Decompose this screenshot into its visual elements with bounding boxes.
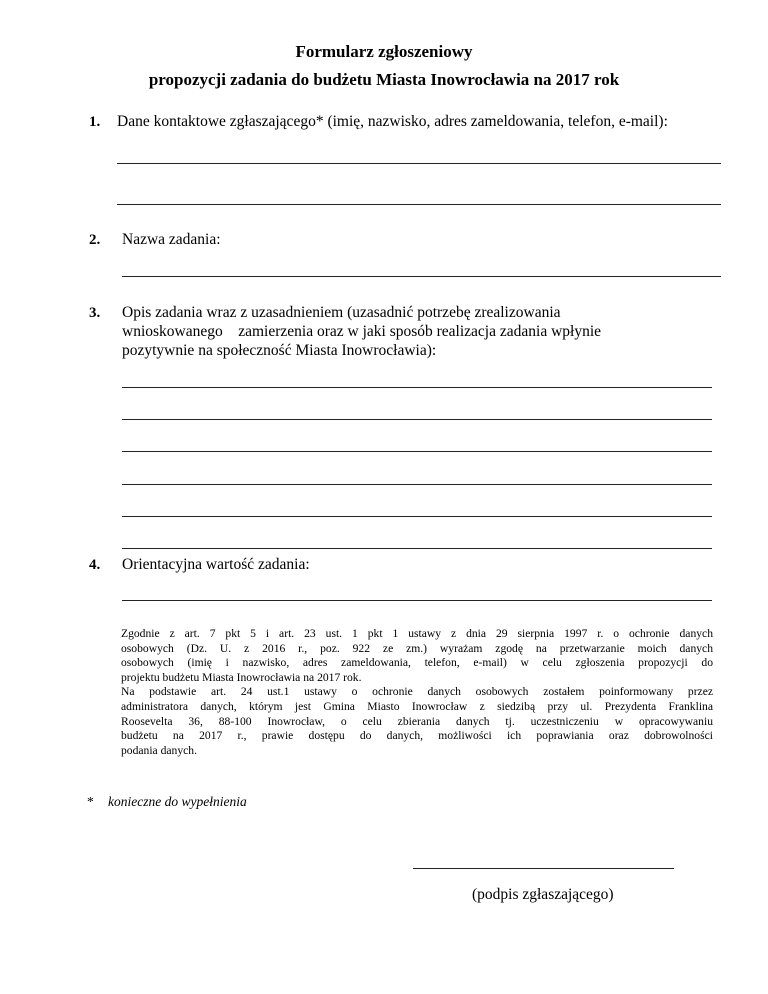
consent-text <box>121 627 713 758</box>
section-2-label: Nazwa zadania: <box>122 231 221 248</box>
section-2-number: 2. <box>89 232 101 248</box>
contact-data-line-2[interactable] <box>117 204 721 205</box>
section-3-label-line-1: Opis zadania wraz z uzasadnieniem (uzasadnić potrzebę zrealizowania <box>122 304 561 321</box>
form-title: Formularz zgłoszeniowy <box>295 42 473 61</box>
description-line-5[interactable] <box>122 516 712 517</box>
description-line-2[interactable] <box>122 419 712 420</box>
footnote-marker: * <box>87 794 94 809</box>
description-line-1[interactable] <box>122 387 712 388</box>
estimated-value-line[interactable] <box>122 600 712 601</box>
consent-p2-line: podania danych. <box>121 743 197 757</box>
consent-p1-line: Zgodnie z art. 7 pkt 5 i art. 23 ust. 1 pkt 1 ustawy z dnia 29 sierpnia 1997 r. o ochronie danych <box>121 627 713 640</box>
signature-line[interactable] <box>413 868 674 869</box>
consent-p1-line: projektu budżetu Miasta Inowrocławia na 2017 rok. <box>121 670 362 684</box>
footnote-text: konieczne do wypełnienia <box>108 794 247 809</box>
description-line-6[interactable] <box>122 548 712 549</box>
consent-p2-line: Na podstawie art. 24 ust.1 ustawy o ochronie danych osobowych zostałem poinformowany przez <box>121 685 713 699</box>
section-4-number: 4. <box>89 557 101 573</box>
consent-p1-line: osobowych (Dz. U. z 2016 r., poz. 922 ze zm.) wyrażam zgodę na przetwarzanie moich danych <box>121 641 713 655</box>
consent-p2-line: budżetu na 2017 r., prawie dostępu do danych, możliwości ich poprawiania oraz dobrowolności <box>121 729 713 743</box>
section-1-number: 1. <box>89 114 101 130</box>
description-line-4[interactable] <box>122 484 712 485</box>
consent-p2-line: administratora danych, którym jest Gmina Miasto Inowrocław z siedzibą przy ul. Prezydenta Franklina <box>121 699 713 713</box>
consent-p1-line: osobowych (imię i nazwisko, adres zameldowania, telefon, e-mail) w celu zgłoszenia propozycji do <box>121 656 713 670</box>
section-4-label: Orientacyjna wartość zadania: <box>122 556 310 573</box>
task-name-line[interactable] <box>122 276 721 277</box>
consent-p2-line: Roosevelta 36, 88-100 Inowrocław, o celu zbierania danych tj. uczestniczeniu w opracowywaniu <box>121 714 713 728</box>
section-1-label: Dane kontaktowe zgłaszającego* (imię, nazwisko, adres zameldowania, telefon, e-mail): <box>117 113 668 130</box>
signature-label: (podpis zgłaszającego) <box>472 886 614 903</box>
contact-data-line-1[interactable] <box>117 163 721 164</box>
section-3-label-line-2: wnioskowanego zamierzenia oraz w jaki sposób realizacja zadania wpłynie <box>122 323 602 340</box>
form-subtitle: propozycji zadania do budżetu Miasta Inowrocławia na 2017 rok <box>148 70 620 89</box>
description-line-3[interactable] <box>122 451 712 452</box>
section-3-label-line-3: pozytywnie na społeczność Miasta Inowrocławia): <box>122 342 437 359</box>
section-3-number: 3. <box>89 305 101 321</box>
